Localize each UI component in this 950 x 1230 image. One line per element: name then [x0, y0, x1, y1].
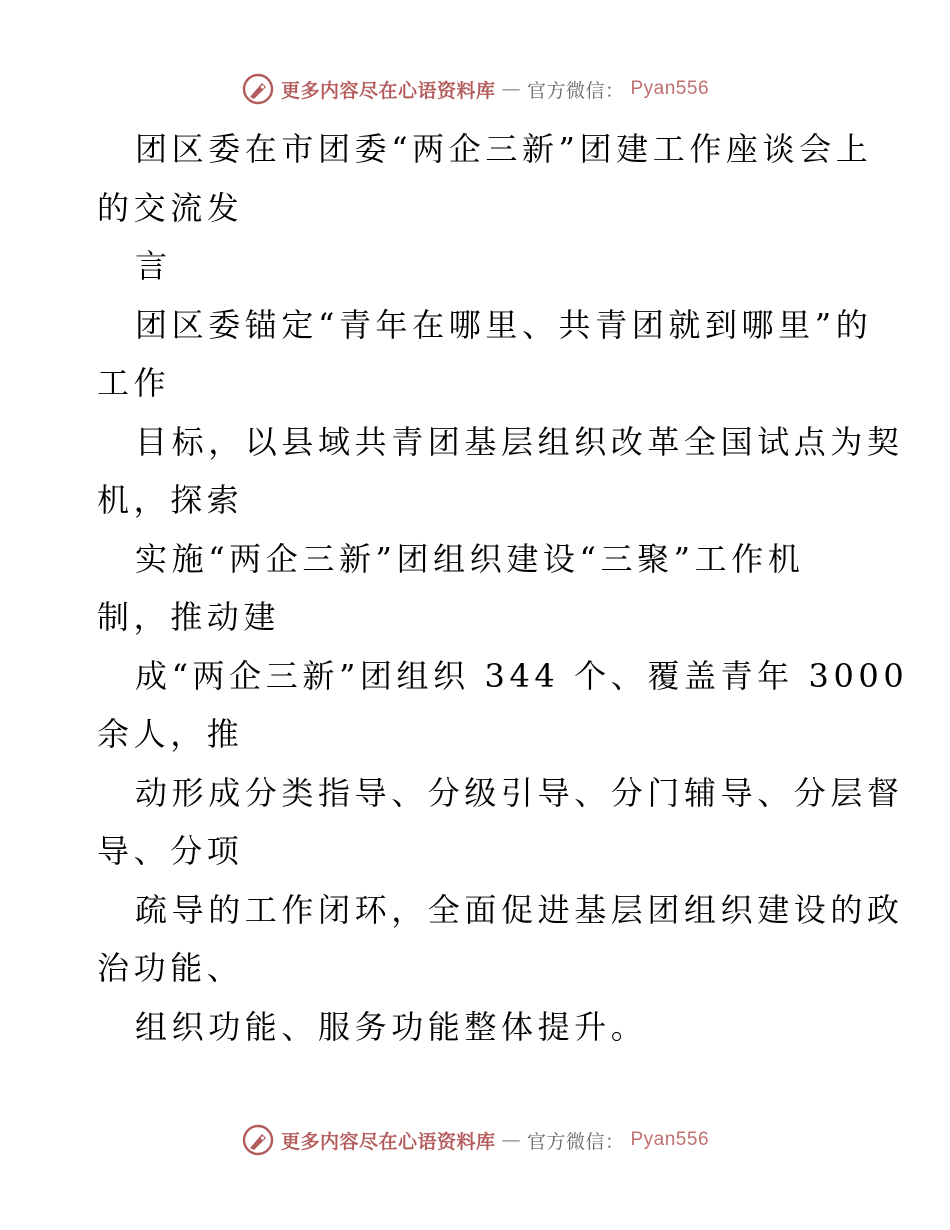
banner-wechat-label: 官方微信： — [526, 79, 625, 102]
banner-wechat-label: 官方微信： — [526, 1130, 625, 1153]
body-line: 团区委锚定“青年在哪里、共青团就到哪里”的 — [135, 305, 873, 344]
body-line: 目标，以县域共青团基层组织改革全国试点为契 — [135, 422, 904, 461]
banner-wechat-id: Pyan556 — [630, 78, 710, 99]
banner-wechat-id: Pyan556 — [630, 1129, 710, 1150]
banner-main-text: 更多内容尽在心语资料库 — [280, 1130, 496, 1153]
header-banner — [0, 72, 950, 106]
body-line: 疏导的工作闭环，全面促进基层团组织建设的政 — [135, 890, 904, 929]
body-line: 机，探索 — [97, 481, 244, 519]
body-line: 制，推动建 — [97, 598, 281, 636]
footer-banner — [0, 1123, 950, 1157]
document-body — [97, 120, 909, 1056]
banner-dash: — — [501, 1129, 521, 1151]
body-line: 实施“两企三新”团组织建设“三聚”工作机 — [135, 539, 805, 578]
body-line: 导、分项 — [97, 832, 244, 870]
body-line: 组织功能、服务功能整体提升。 — [135, 1007, 648, 1046]
pen-nib-logo-icon — [241, 72, 275, 106]
body-line: 成“两企三新”团组织 344 个、覆盖青年 3000 — [135, 656, 909, 695]
banner-dash: — — [501, 78, 521, 100]
banner-main-text: 更多内容尽在心语资料库 — [280, 79, 496, 102]
body-line: 的交流发 — [97, 188, 244, 227]
pen-nib-logo-icon — [241, 1123, 275, 1157]
body-line: 余人，推 — [97, 715, 244, 753]
body-line: 团区委在市团委“两企三新”团建工作座谈会上 — [135, 130, 873, 168]
body-line: 工作 — [97, 364, 171, 402]
body-line: 言 — [135, 247, 172, 285]
body-line: 动形成分类指导、分级引导、分门辅导、分层督 — [135, 773, 904, 812]
body-line: 治功能、 — [97, 949, 244, 987]
